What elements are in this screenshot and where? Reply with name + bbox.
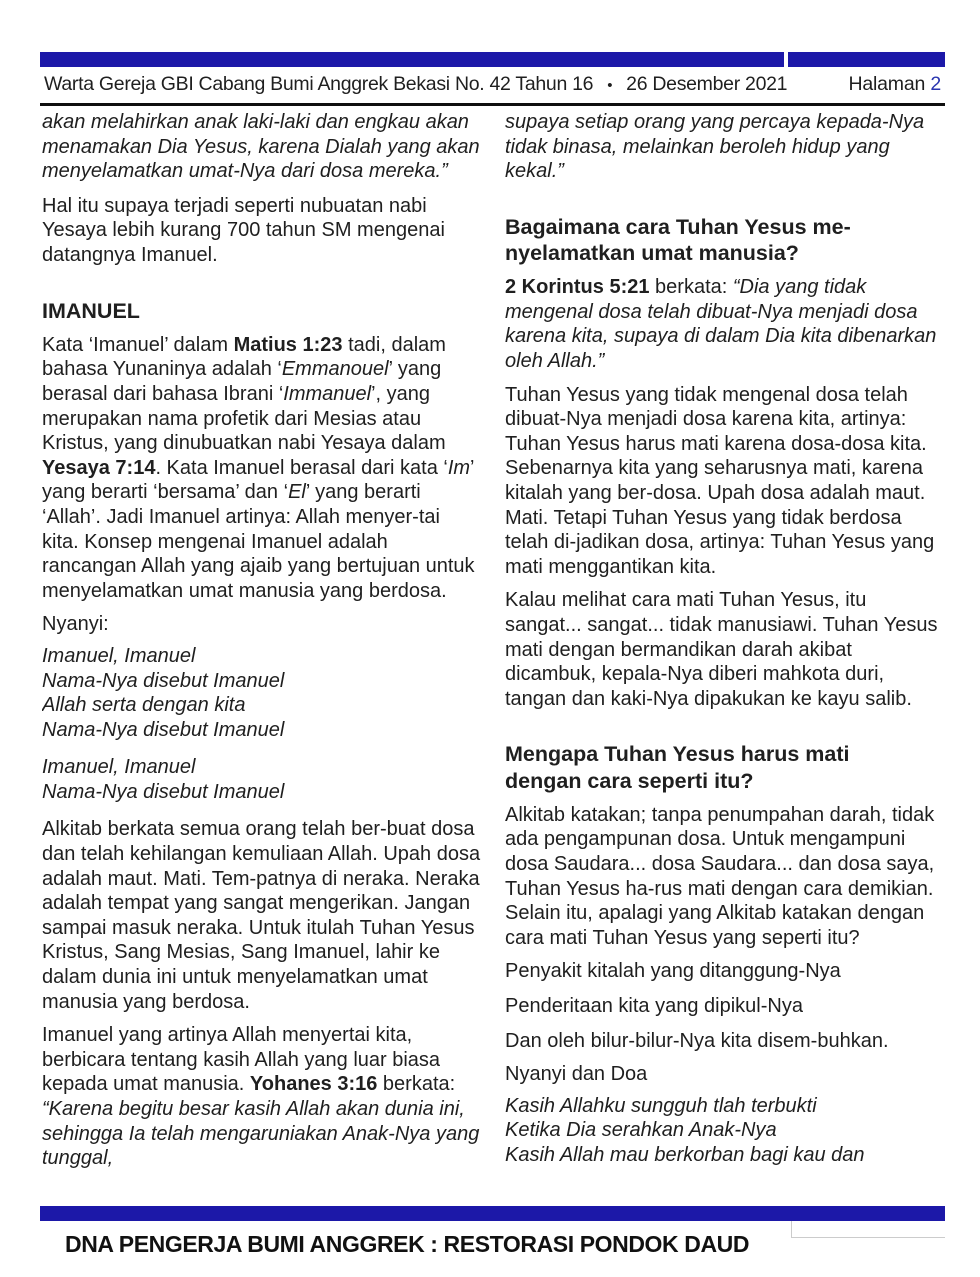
song-lyrics: Imanuel, Imanuel Nama-Nya disebut Imanuel: [42, 756, 285, 803]
section-heading: Mengapa Tuhan Yesus harus mati dengan cara seperti itu?: [505, 742, 850, 793]
page-number-label: Halaman: [848, 73, 926, 95]
song-lyrics: Kasih Allahku sungguh tlah terbukti Ketika Dia serahkan Anak-Nya Kasih Allah mau berkorban bagi kau dan: [505, 1094, 865, 1166]
left-column: [42, 110, 481, 1207]
label: Nyanyi:: [42, 613, 109, 636]
footer-accent-bar: [40, 1206, 945, 1221]
issue-date: 26 Desember 2021: [626, 73, 788, 95]
header-accent-bar: [40, 52, 945, 67]
song-lyrics: Imanuel, Imanuel Nama-Nya disebut Imanuel Allah serta dengan kita Nama-Nya disebut Imanuel: [42, 644, 285, 741]
paragraph: 2 Korintus 5:21 berkata: “Dia yang tidak mengenal dosa telah dibuat-Nya menjadi dosa karena kita, supaya di dalam Dia kita dibenarkan oleh Allah.”: [505, 276, 937, 372]
header-accent-bar-left: [40, 52, 784, 67]
masthead-title: [44, 73, 787, 96]
paragraph: Imanuel yang artinya Allah menyertai kita, berbicara tentang kasih Allah yang luar biasa kepada umat manusia. Yohanes 3:16 berkata: “Karena begitu besar kasih Allah akan dunia ini, sehingga Ia telah mengaruniakan Anak-Nya yang tunggal,: [42, 1024, 480, 1170]
section-heading: IMANUEL: [42, 298, 140, 323]
article-body: [42, 110, 944, 1207]
paragraph: Hal itu supaya terjadi seperti nubuatan nabi Yesaya lebih kurang 700 tahun SM mengenai datangnya Imanuel.: [42, 194, 445, 266]
scripture-quote: supaya setiap orang yang percaya kepada-Nya tidak binasa, melainkan beroleh hidup yang kekal.”: [505, 111, 925, 183]
paragraph-line: Penyakit kitalah yang ditanggung-Nya: [505, 960, 841, 983]
bullet-separator: •: [607, 77, 613, 94]
footer-cell-border: [791, 1221, 945, 1238]
paragraph: Alkitab berkata semua orang telah ber-buat dosa dan telah kehilangan kemuliaan Allah. Upah dosa adalah maut. Mati. Tem-patnya di neraka. Neraka adalah tempat yang sangat mengerikan. Jangan sampai masuk neraka. Untuk itulah Tuhan Yesus Kristus, Sang Mesias, Sang Imanuel, lahir ke dalam dunia ini untuk menyelamatkan umat manusia yang berdosa.: [42, 818, 481, 1013]
newsletter-title: Warta Gereja GBI Cabang Bumi Anggrek Bekasi No. 42 Tahun 16: [44, 73, 594, 95]
section-heading: Bagaimana cara Tuhan Yesus me- nyelamatkan umat manusia?: [505, 214, 851, 265]
footer-banner-text: DNA PENGERJA BUMI ANGGREK : RESTORASI PONDOK DAUD: [65, 1231, 750, 1257]
paragraph: Tuhan Yesus yang tidak mengenal dosa telah dibuat-Nya menjadi dosa karena kita, artinya: Tuhan Yesus harus mati karena dosa-dosa kita. Sebenarnya kita yang seharusnya mati, karena kitalah yang ber-dosa. Upah dosa adalah maut. Mati. Tetapi Tuhan Yesus yang tidak berdosa telah di-jadikan dosa, artinya: Tuhan Yesus yang mati menggantikan kita.: [505, 383, 935, 578]
paragraph: Dan oleh bilur-bilur-Nya kita disem-buhkan.: [505, 1029, 889, 1052]
paragraph: Kata ‘Imanuel’ dalam Matius 1:23 tadi, dalam bahasa Yunaninya adalah ‘Emmanouel’ yang berasal dari bahasa Ibrani ‘Immanuel’, yang merupakan nama profetik dari Mesias atau Kristus, yang dinubuatkan nabi Yesaya dalam Yesaya 7:14. Kata Imanuel berasal dari kata ‘Im’ yang berarti ‘bersama’ dan ‘El’ yang berarti ‘Allah’. Jadi Imanuel artinya: Allah menyer-tai kita. Konsep mengenai Imanuel adalah rancangan Allah yang ajaib yang bertujuan untuk menyelamatkan umat manusia yang berdosa.: [42, 333, 475, 602]
paragraph-line: Penderitaan kita yang dipikul-Nya: [505, 994, 803, 1017]
header-accent-bar-right: [788, 52, 945, 67]
label: Nyanyi dan Doa: [505, 1063, 648, 1086]
page-number-block: [848, 73, 941, 96]
paragraph: Alkitab katakan; tanpa penumpahan darah, tidak ada pengampunan dosa. Untuk mengampuni dosa Saudara... dosa Saudara... dan dosa saya, Tuhan Yesus ha-rus mati dengan cara demikian. Selain itu, apalagi yang Alkitab katakan dengan cara mati Tuhan Yesus yang seperti itu?: [505, 803, 935, 949]
paragraph: Kalau melihat cara mati Tuhan Yesus, itu sangat... sangat... tidak manusiawi. Tuhan Yesus mati dengan bermandikan darah akibat dicambuk, kepala-Nya diberi mahkota duri, tangan dan kaki-Nya dipakukan ke kayu salib.: [505, 589, 938, 710]
masthead-row: [40, 67, 945, 106]
page-header: [40, 52, 945, 106]
right-column: [505, 110, 944, 1207]
scripture-quote: akan melahirkan anak laki-laki dan engkau akan menamakan Dia Yesus, karena Dialah yang akan menyelamatkan umat-Nya dari dosa mereka.”: [42, 111, 480, 183]
page-number-value: 2: [930, 73, 941, 95]
page-footer: [40, 1206, 945, 1258]
